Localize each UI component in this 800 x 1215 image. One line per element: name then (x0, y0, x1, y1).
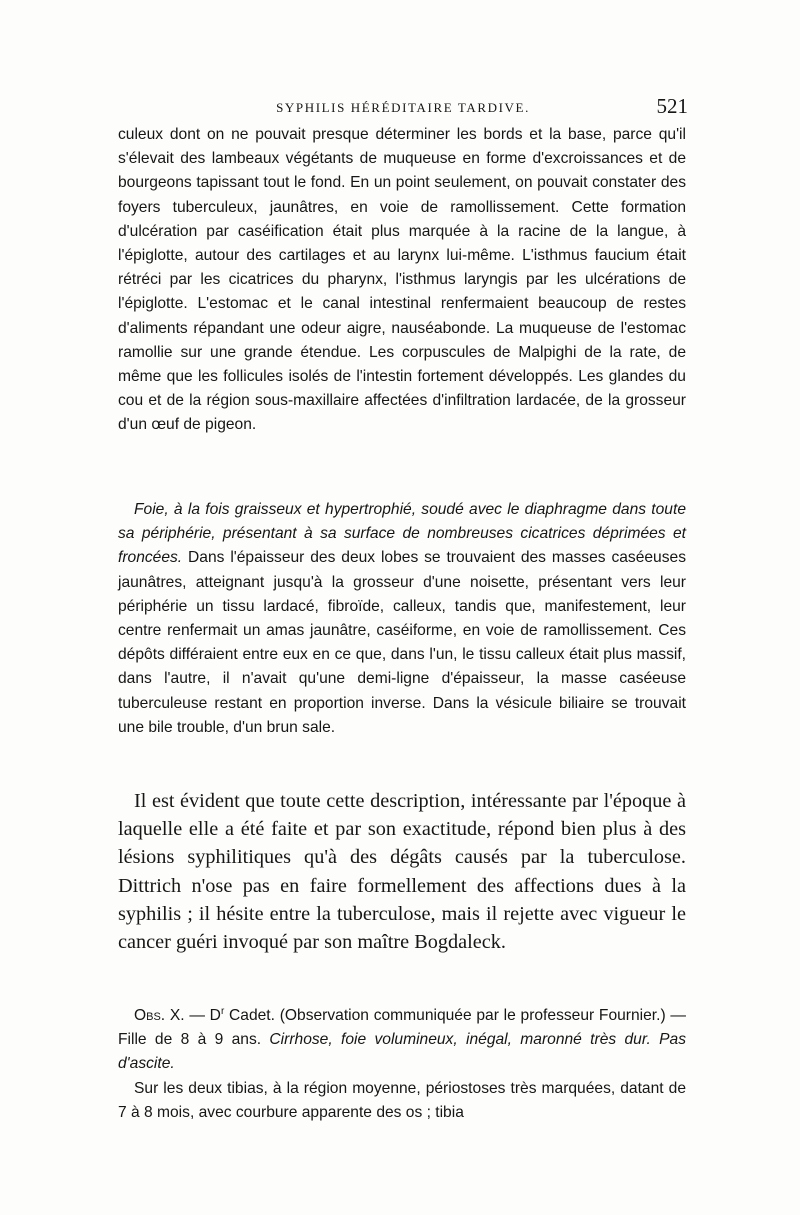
observation-diagnosis: Cirrhose, foie volumineux, inégal, maronné très dur. Pas d'ascite. (118, 1031, 686, 1073)
autopsy-paragraph (118, 123, 686, 438)
page-number: 521 (656, 94, 688, 118)
observation-sup: r (220, 1005, 225, 1017)
commentary-paragraph (118, 787, 686, 956)
tibia-paragraph (118, 1077, 686, 1125)
running-head (118, 96, 688, 120)
paragraph-text: Sur les deux tibias, à la région moyenne, périostoses très marquées, datant de 7 à 8 mois, avec courbure apparente des os ; tibia (118, 1080, 686, 1122)
paragraph-text: Il est évident que toute cette description, intéressante par l'époque à laquelle elle a été faite et par son exactitude, répond bien plus à des lésions syphilitiques qu'à des dégâts causés par la tuberculose. Dittrich n'ose pas en faire formellement des affections dues à la syphilis ; il hésite entre la tuberculose, mais il rejette avec vigueur le cancer guéri invoqué par son maître Bogdaleck. (118, 790, 686, 954)
liver-paragraph (118, 498, 686, 740)
paragraph-text (118, 498, 686, 740)
running-title: SYPHILIS HÉRÉDITAIRE TARDIVE. (276, 100, 530, 115)
observation-text (118, 1004, 686, 1077)
italic-lead: Foie, à la fois graisseux et hypertrophié, soudé avec le diaphragme dans toute sa périphérie, présentant à sa surface de nombreuses cicatrices déprimées et froncées. (118, 501, 686, 567)
observation-heading (118, 1004, 686, 1077)
observation-dash: — D (184, 1007, 221, 1024)
observation-body: Cadet. (Observation communiquée par le professeur Fournier.) — Fille de 8 à 9 ans. (118, 1007, 686, 1049)
paragraph-body: Dans l'épaisseur des deux lobes se trouvaient des masses caséeuses jaunâtres, atteignant jusqu'à la grosseur d'une noisette, présentant vers leur périphérie un tissu lardacé, fibroïde, calleux, tandis que, manifestement, leur centre renfermait un amas jaunâtre, caséiforme, en voie de ramollissement. Ces dépôts différaient entre eux en ce que, dans l'un, le tissu calleux était plus massif, dans l'autre, il n'avait qu'une demi-ligne d'épaisseur, la masse caséeuse tuberculeuse restant en proportion inverse. Dans la vésicule biliaire se trouvait une bile trouble, d'un brun sale. (118, 549, 686, 736)
observation-label: Obs. X. (134, 1007, 185, 1024)
paragraph-text: culeux dont on ne pouvait presque déterminer les bords et la base, parce qu'il s'élevait des lambeaux végétants de muqueuse en forme d'excroissances et de bourgeons tapissant tout le fond. En un point seulement, on pouvait constater des foyers tuberculeux, jaunâtres, en voie de ramollissement. Cette formation d'ulcération par caséification était plus marquée à la racine de la langue, à l'épiglotte, autour des cartilages et au larynx lui-même. L'isthmus faucium était rétréci par les cicatrices du pharynx, l'isthmus laryngis par les ulcérations de l'épiglotte. L'estomac et le canal intestinal renfermaient beaucoup de restes d'aliments répandant une odeur aigre, nauséabonde. La muqueuse de l'estomac ramollie sur une grande étendue. Les corpuscules de Malpighi de la rate, de même que les follicules isolés de l'intestin fortement développés. Les glandes du cou et de la région sous-maxillaire affectées d'infiltration lardacée, de la grosseur d'un œuf de pigeon. (118, 126, 686, 434)
